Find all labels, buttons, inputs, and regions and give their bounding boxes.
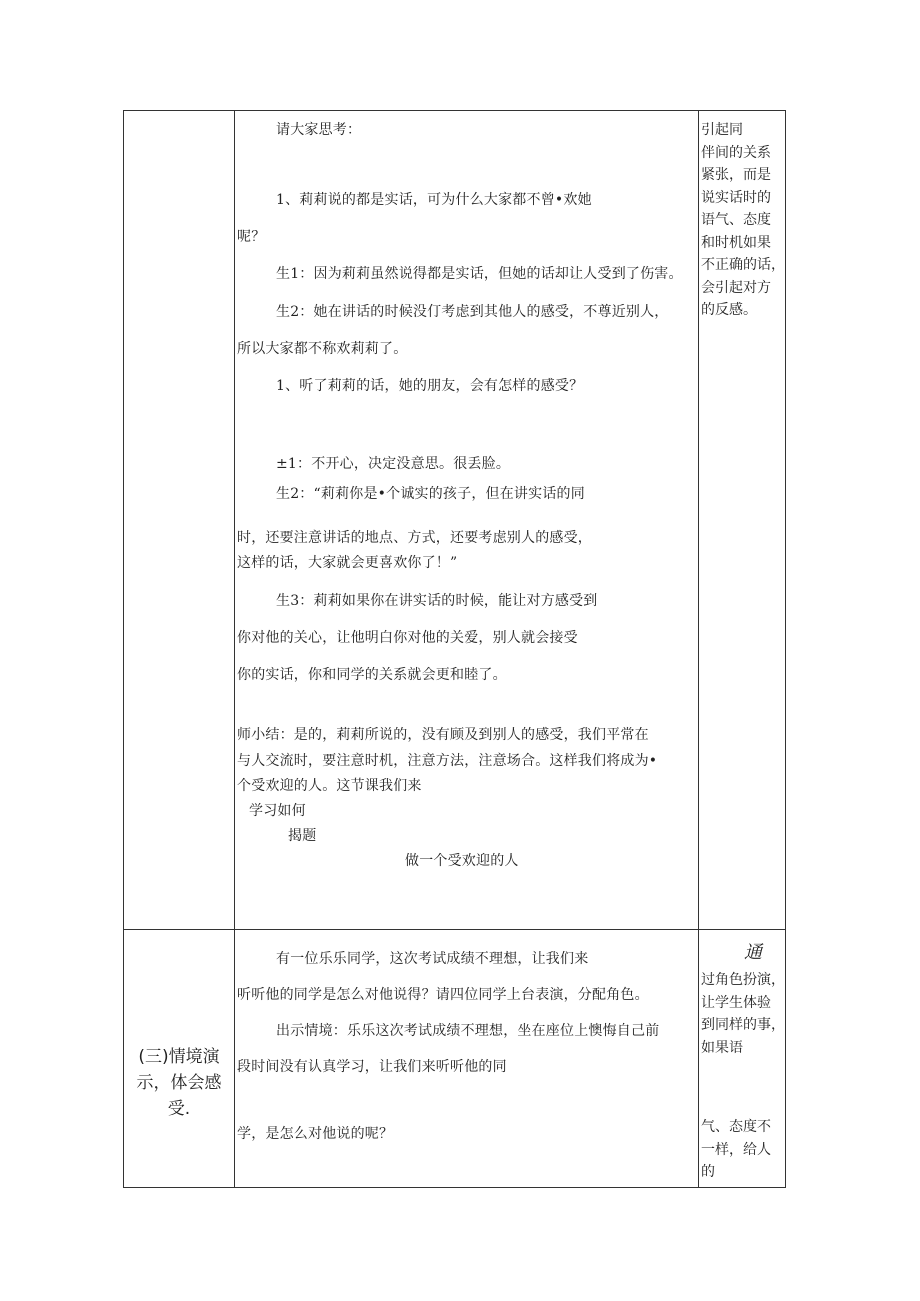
response-2-cont-a: 时，还要注意讲话的地点、方式，还要考虑别人的感受，: [237, 530, 592, 546]
response-1: ±1：不开心，决定没意思。很丢脸。: [276, 456, 511, 472]
stage-label-line: (三)情境演: [138, 1047, 220, 1067]
note-line: 到同样的事，: [701, 1017, 785, 1033]
note-line: 和时机如果: [701, 234, 771, 251]
note-line: 不正确的话，: [701, 257, 785, 273]
question-2: 1、听了莉莉的话，她的朋友，会有怎样的感受？: [276, 378, 584, 394]
note-line: 会引起对方: [701, 279, 771, 296]
student-answer-1: 生1：因为莉莉虽然说得都是实话，但她的话却让人受到了伤害。: [276, 266, 683, 282]
note-line: 过角色扮演，: [701, 972, 785, 988]
response-3-cont-b: 你的实话，你和同学的关系就会更和睦了。: [237, 667, 507, 683]
stage-label-line: 示，体会感: [136, 1073, 222, 1093]
learn-how: 学习如何: [249, 803, 306, 819]
student-answer-2-cont: 所以大家都不称欢莉莉了。: [237, 341, 408, 357]
note-line: 紧张，而是: [701, 167, 771, 183]
reveal-topic: 揭题: [288, 828, 317, 844]
response-2-cont-b: 这样的话，大家就会更喜欢你了！”: [237, 555, 458, 571]
note-line: 一样，给人: [701, 1141, 771, 1158]
note-line: 说实话时的: [701, 189, 771, 206]
lesson-title: 做一个受欢迎的人: [405, 853, 519, 869]
teacher-summary-cont-b: 个受欢迎的人。这节课我们来: [237, 778, 422, 794]
note-line: 如果语: [701, 1039, 743, 1056]
scenario-intro: 有一位乐乐同学，这次考试成绩不理想，让我们来: [276, 951, 589, 967]
think-prompt: 请大家思考：: [276, 122, 362, 138]
show-situation-cont-b: 学，是怎么对他说的呢？: [237, 1126, 394, 1142]
stage-label: [126, 1044, 232, 1122]
teacher-summary-cont-a: 与人交流时，要注意时机，注意方法，注意场合。这样我们将成为•: [237, 753, 658, 769]
column-divider-stage: [234, 110, 235, 1188]
design-note-2-head: 通: [744, 942, 762, 963]
stage-label-line: 受.: [167, 1099, 191, 1119]
response-3: 生3：莉莉如果你在讲实话的时候，能让对方感受到: [276, 593, 598, 609]
note-line: 气、态度不: [701, 1119, 771, 1135]
design-note-2: [701, 969, 785, 1059]
design-note-2-tail: [701, 1116, 785, 1184]
note-line: 引起同: [701, 122, 743, 138]
design-note-1: [701, 119, 785, 322]
note-line: 的反感。: [701, 302, 757, 318]
show-situation-cont-a: 段时间没有认真学习，让我们来听听他的同: [237, 1059, 507, 1075]
note-line: 伴间的关系: [701, 144, 771, 161]
response-3-cont-a: 你对他的关心，让他明白你对他的关爱，别人就会接受: [237, 630, 578, 646]
question-1-cont: 呢？: [237, 229, 266, 245]
scenario-intro-cont: 听听他的同学是怎么对他说得？请四位同学上台表演，分配角色。: [237, 987, 649, 1003]
response-2: 生2：“莉莉你是•个诚实的孩子，但在讲实话的同: [276, 486, 585, 502]
note-line: 让学生体验: [701, 994, 771, 1011]
note-line: 的: [701, 1164, 715, 1180]
teacher-summary: 师小结：是的，莉莉所说的，没有顾及到别人的感受，我们平常在: [237, 727, 649, 743]
question-1: 1、莉莉说的都是实话，可为什么大家都不曾•欢她: [276, 192, 592, 208]
note-line: 语气、态度: [701, 212, 771, 228]
show-situation: 出示情境：乐乐这次考试成绩不理想，坐在座位上懊悔自己前: [276, 1023, 660, 1039]
column-divider-note: [698, 110, 699, 1188]
row-divider: [123, 929, 786, 930]
student-answer-2: 生2：她在讲话的时候没仃考虑到其他人的感受，不尊近别人，: [276, 304, 669, 320]
